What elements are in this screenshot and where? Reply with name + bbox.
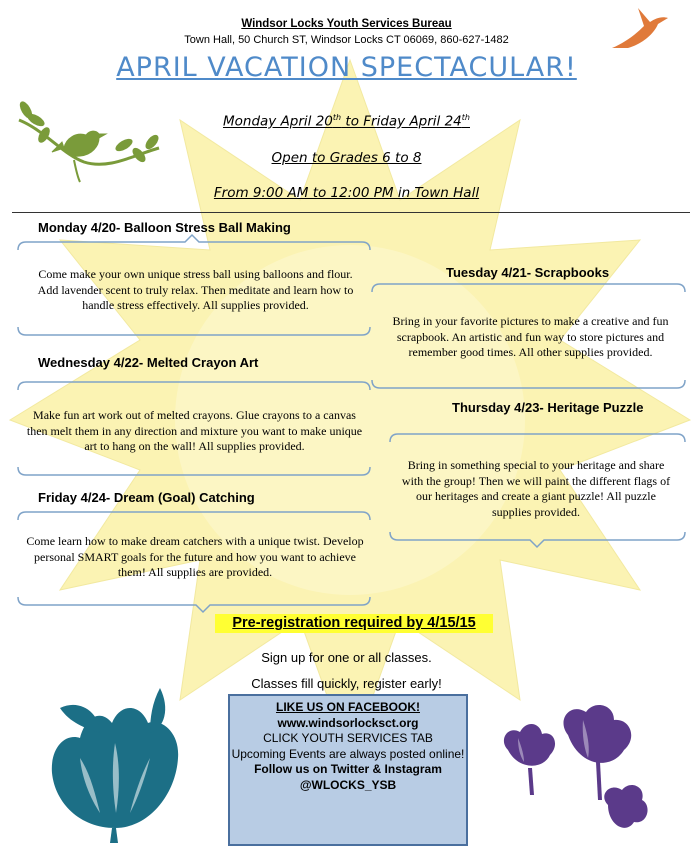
upcoming-events-text: Upcoming Events are always posted online! (231, 746, 465, 761)
page-title: APRIL VACATION SPECTACULAR! (116, 52, 577, 83)
event-title-tuesday: Tuesday 4/21- Scrapbooks (446, 265, 610, 280)
event-title-monday: Monday 4/20- Balloon Stress Ball Making (38, 220, 291, 235)
preregistration-notice: Pre-registration required by 4/15/15 (215, 614, 493, 633)
grades-line: Open to Grades 6 to 8 (271, 150, 422, 166)
register-early-text: Classes fill quickly, register early! (251, 676, 442, 691)
follow-us-text: Follow us on Twitter & Instagram (254, 762, 442, 776)
event-title-wednesday: Wednesday 4/22- Melted Crayon Art (38, 355, 259, 370)
social-handle: @WLOCKS_YSB (299, 777, 397, 792)
signup-text: Sign up for one or all classes. (261, 650, 432, 665)
event-description-wednesday: Make fun art work out of melted crayons. Glue crayons to a canvas then melt them in any direction and mixture you want to make unique art to hang on the wall! All supplies provided. (26, 408, 363, 453)
organization-name: Windsor Locks Youth Services Bureau (241, 18, 452, 30)
purple-flowers-icon (488, 700, 668, 840)
organization-address: Town Hall, 50 Church ST, Windsor Locks CT 06069, 860-627-1482 (184, 34, 509, 46)
social-info-box (228, 694, 468, 846)
teal-flower-icon (40, 678, 190, 843)
event-title-friday: Friday 4/24- Dream (Goal) Catching (38, 490, 255, 505)
event-dates: Monday April 20th to Friday April 24th (222, 113, 470, 130)
event-description-monday: Come make your own unique stress ball using balloons and flour. Add lavender scent to truly relax. Then meditate and learn how to handle stress effectively. All supplies provided. (37, 267, 354, 312)
website-link[interactable]: www.windsorlocksct.org (277, 715, 419, 730)
event-title-thursday: Thursday 4/23- Heritage Puzzle (452, 400, 644, 415)
time-location: From 9:00 AM to 12:00 PM in Town Hall (213, 185, 480, 201)
event-description-tuesday: Bring in your favorite pictures to make a creative and fun scrapbook. An artistic and fun way to store pictures and remember good times. All other supplies provided. (392, 314, 669, 359)
event-description-thursday: Bring in something special to your heritage and share with the group! Then we will paint the different flags of our heritages and create a giant puzzle! All puzzle supplies provided. (401, 458, 671, 519)
facebook-label: LIKE US ON FACEBOOK! (275, 700, 420, 714)
youth-services-tab-text: CLICK YOUTH SERVICES TAB (263, 731, 433, 745)
event-description-friday: Come learn how to make dream catchers with a unique twist. Develop personal SMART goals for the future and how you want to achieve them! All supplies are provided. (26, 534, 364, 579)
